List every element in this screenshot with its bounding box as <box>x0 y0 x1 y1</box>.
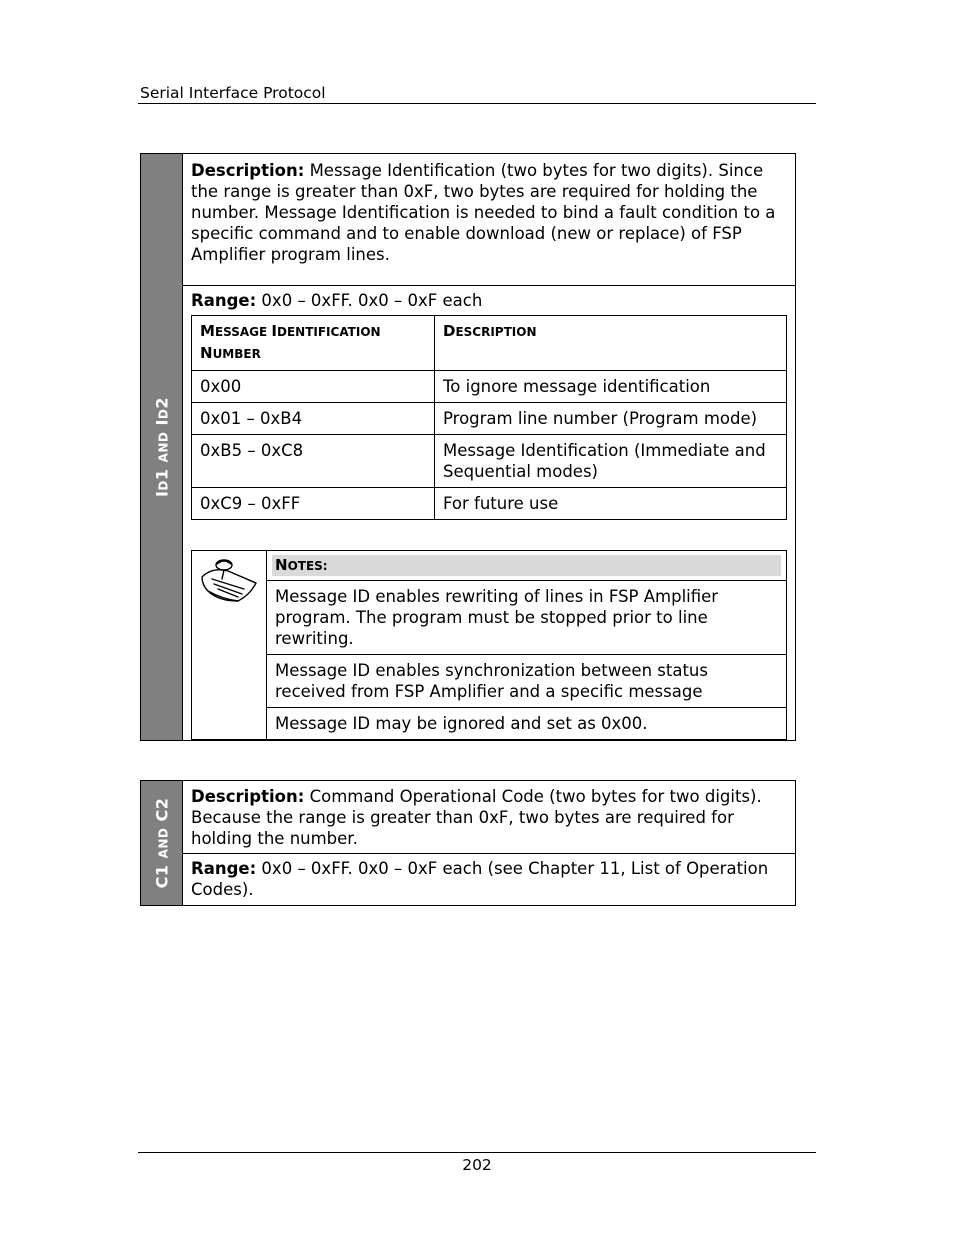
id-description-cell <box>183 154 795 286</box>
notes-heading: NOTES: <box>272 555 781 576</box>
opcode-description-cell <box>183 781 795 854</box>
range-text: 0x0 – 0xFF. 0x0 – 0xF each (see Chapter 11, List of Operation Codes). <box>191 859 769 899</box>
opcode-side-label: C1 AND C2 <box>152 797 171 889</box>
note-text: Message ID enables synchronization between status received from FSP Amplifier and a specific message <box>267 655 787 708</box>
header-rule <box>138 103 816 104</box>
description-label: Description: <box>191 787 305 806</box>
note-pad-icon <box>198 555 260 605</box>
note-text: Message ID may be ignored and set as 0x00. <box>267 708 787 740</box>
list-item <box>192 708 787 740</box>
table-cell: 0xC9 – 0xFF <box>192 488 435 520</box>
message-id-table <box>191 315 787 520</box>
table-row <box>192 371 787 403</box>
table-row <box>192 488 787 520</box>
column-header-description: DESCRIPTION <box>435 316 787 371</box>
table-cell: 0xB5 – 0xC8 <box>192 435 435 488</box>
table-header-row <box>192 316 787 371</box>
note-text: Message ID enables rewriting of lines in FSP Amplifier program. The program must be stopped prior to line rewriting. <box>267 581 787 655</box>
notes-header-row <box>192 551 787 581</box>
running-header: Serial Interface Protocol <box>140 84 326 102</box>
description-label: Description: <box>191 161 305 180</box>
table-cell: 0x01 – 0xB4 <box>192 403 435 435</box>
id-range-cell <box>183 286 795 740</box>
table-cell: Program line number (Program mode) <box>435 403 787 435</box>
description-text: Command Operational Code (two bytes for two digits). Because the range is greater than 0xF, two bytes are required for holding the number. <box>191 787 762 848</box>
table-cell: For future use <box>435 488 787 520</box>
opcode-range-cell <box>183 854 795 905</box>
id-side-label: ID1 AND ID2 <box>152 396 171 498</box>
table-row <box>192 403 787 435</box>
opcode-parameter-block <box>140 780 796 906</box>
notes-header-cell <box>267 551 787 581</box>
notes-icon-cell <box>192 551 267 740</box>
id-parameter-block <box>140 153 796 741</box>
page-number: 202 <box>462 1156 492 1174</box>
table-cell: Message Identification (Immediate and Sequential modes) <box>435 435 787 488</box>
table-cell: To ignore message identification <box>435 371 787 403</box>
table-cell: 0x00 <box>192 371 435 403</box>
opcode-side-bar <box>141 781 183 905</box>
footer-rule <box>138 1152 816 1153</box>
column-header-number: MESSAGE IDENTIFICATION NUMBER <box>192 316 435 371</box>
range-label: Range: <box>191 859 257 878</box>
description-text: Message Identification (two bytes for two digits). Since the range is greater than 0xF, two bytes are required for holding the number. Message Identification is needed to bind a fault condition to a specific command and to enable download (new or replace) of FSP Amplifier program lines. <box>191 161 776 264</box>
range-text: 0x0 – 0xFF. 0x0 – 0xF each <box>256 291 483 310</box>
list-item <box>192 655 787 708</box>
id-side-bar <box>141 154 183 740</box>
table-row <box>192 435 787 488</box>
notes-table <box>191 550 787 740</box>
range-label: Range: <box>191 291 257 310</box>
list-item <box>192 581 787 655</box>
